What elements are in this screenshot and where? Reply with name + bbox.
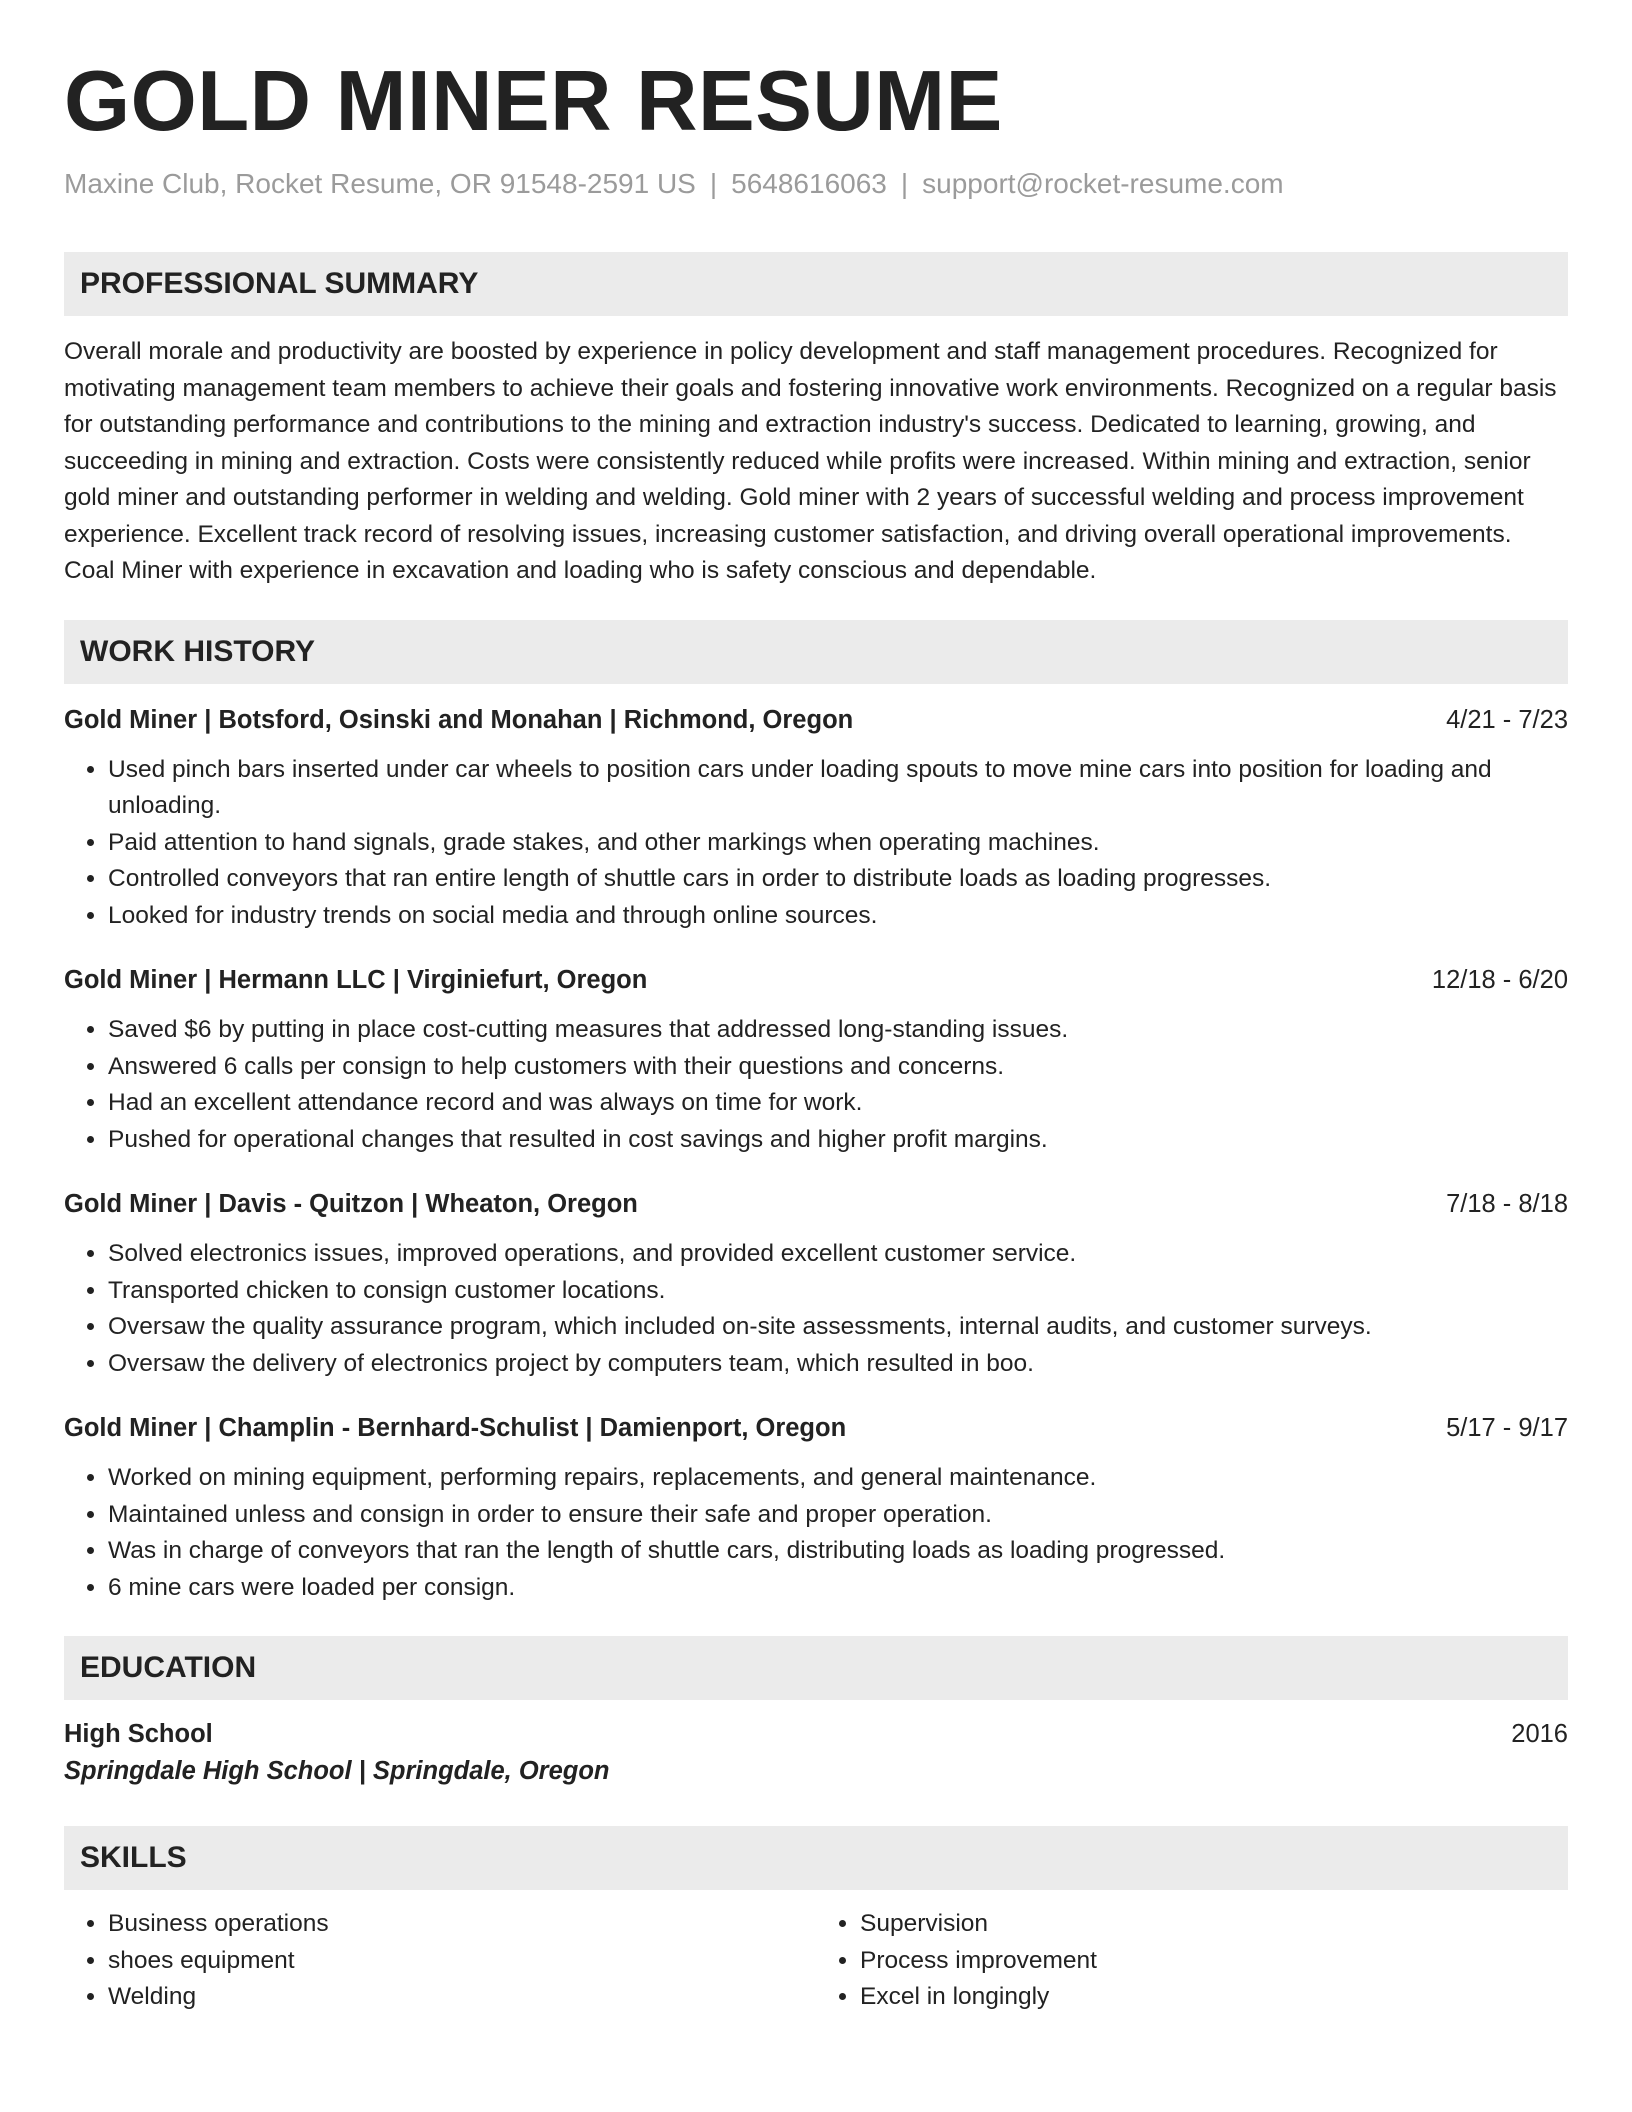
job-title: Gold Miner | Botsford, Osinski and Monahan | Richmond, Oregon xyxy=(64,705,854,734)
job-bullets xyxy=(64,1012,1568,1158)
list-item: • Answered 6 calls per consign to help customers with their questions and concerns. xyxy=(108,1049,1568,1086)
section-heading-summary: PROFESSIONAL SUMMARY xyxy=(64,252,1568,316)
skills-list xyxy=(64,1906,1568,2016)
job-header xyxy=(64,1186,1568,1222)
job-dates: 5/17 - 9/17 xyxy=(1446,1414,1568,1442)
list-item: • shoes equipment xyxy=(108,1943,816,1980)
contact-separator: | xyxy=(709,168,718,199)
section-heading-skills: SKILLS xyxy=(64,1826,1568,1890)
list-item: • Pushed for operational changes that resulted in cost savings and higher profit margins. xyxy=(108,1122,1568,1159)
list-item: • Solved electronics issues, improved operations, and provided excellent customer service. xyxy=(108,1236,1568,1273)
education-year: 2016 xyxy=(1511,1720,1568,1748)
contact-line xyxy=(64,166,1568,202)
education-school: Springdale High School | Springdale, Oregon xyxy=(64,1757,610,1785)
list-item: • Looked for industry trends on social media and through online sources. xyxy=(108,898,1568,935)
list-item: • Worked on mining equipment, performing repairs, replacements, and general maintenance. xyxy=(108,1460,1568,1497)
section-heading-education: EDUCATION xyxy=(64,1636,1568,1700)
contact-separator: | xyxy=(900,168,909,199)
job-dates: 4/21 - 7/23 xyxy=(1446,705,1568,734)
contact-phone: 5648616063 xyxy=(731,168,887,199)
list-item: • Had an excellent attendance record and was always on time for work. xyxy=(108,1085,1568,1122)
job-entry xyxy=(64,1410,1568,1606)
job-bullets xyxy=(64,1236,1568,1382)
list-item: • Excel in longingly xyxy=(860,1979,1568,2016)
education-degree: High School xyxy=(64,1720,213,1748)
job-entry xyxy=(64,962,1568,1158)
list-item: • Oversaw the delivery of electronics project by computers team, which resulted in boo. xyxy=(108,1346,1568,1383)
job-bullets xyxy=(64,752,1568,935)
job-dates: 12/18 - 6/20 xyxy=(1431,966,1568,994)
job-header xyxy=(64,702,1568,738)
list-item: • Supervision xyxy=(860,1906,1568,1943)
list-item: • Welding xyxy=(108,1979,816,2016)
list-item: • Transported chicken to consign customer locations. xyxy=(108,1273,1568,1310)
job-title: Gold Miner | Hermann LLC | Virginiefurt, Oregon xyxy=(64,966,648,994)
job-header xyxy=(64,962,1568,998)
list-item: • 6 mine cars were loaded per consign. xyxy=(108,1570,1568,1607)
education-header xyxy=(64,1716,1568,1752)
job-bullets xyxy=(64,1460,1568,1606)
job-title: Gold Miner | Davis - Quitzon | Wheaton, Oregon xyxy=(64,1190,638,1218)
list-item: • Maintained unless and consign in order to ensure their safe and proper operation. xyxy=(108,1497,1568,1534)
resume-title: GOLD MINER RESUME xyxy=(64,54,1003,149)
job-dates: 7/18 - 8/18 xyxy=(1446,1190,1568,1218)
job-header xyxy=(64,1410,1568,1446)
contact-address: Maxine Club, Rocket Resume, OR 91548-2591 US xyxy=(64,168,696,199)
list-item: • Controlled conveyors that ran entire length of shuttle cars in order to distribute loads as loading progresses. xyxy=(108,861,1568,898)
list-item: • Paid attention to hand signals, grade stakes, and other markings when operating machines. xyxy=(108,825,1568,862)
list-item: • Saved $6 by putting in place cost-cutting measures that addressed long-standing issues. xyxy=(108,1012,1568,1049)
list-item: • Oversaw the quality assurance program, which included on-site assessments, internal audits, and customer surveys. xyxy=(108,1309,1568,1346)
contact-email: support@rocket-resume.com xyxy=(922,168,1284,199)
list-item: • Used pinch bars inserted under car wheels to position cars under loading spouts to move mine cars into position for loading and unloading. xyxy=(108,752,1568,825)
job-entry xyxy=(64,1186,1568,1382)
section-heading-work: WORK HISTORY xyxy=(64,620,1568,684)
skills-column-left xyxy=(64,1906,816,2016)
education-entry xyxy=(64,1716,1568,1790)
list-item: • Business operations xyxy=(108,1906,816,1943)
job-entry xyxy=(64,702,1568,935)
job-title: Gold Miner | Champlin - Bernhard-Schulist | Damienport, Oregon xyxy=(64,1414,847,1442)
list-item: • Process improvement xyxy=(860,1943,1568,1980)
list-item: • Was in charge of conveyors that ran the length of shuttle cars, distributing loads as loading progressed. xyxy=(108,1533,1568,1570)
skills-column-right xyxy=(816,1906,1568,2016)
summary-text: Overall morale and productivity are boosted by experience in policy development and staff management procedures. Recognized for motivating management team members to achieve their goals and fostering innovative work environments. Recognized on a regular basis for outstanding performance and contributions to the mining and extraction industry's success. Dedicated to learning, growing, and succeeding in mining and extraction. Costs were consistently reduced while profits were increased. Within mining and extraction, senior gold miner and outstanding performer in welding and welding. Gold miner with 2 years of successful welding and process improvement experience. Excellent track record of resolving issues, increasing customer satisfaction, and driving overall operational improvements. Coal Miner with experience in excavation and loading who is safety conscious and dependable. xyxy=(64,338,1557,584)
